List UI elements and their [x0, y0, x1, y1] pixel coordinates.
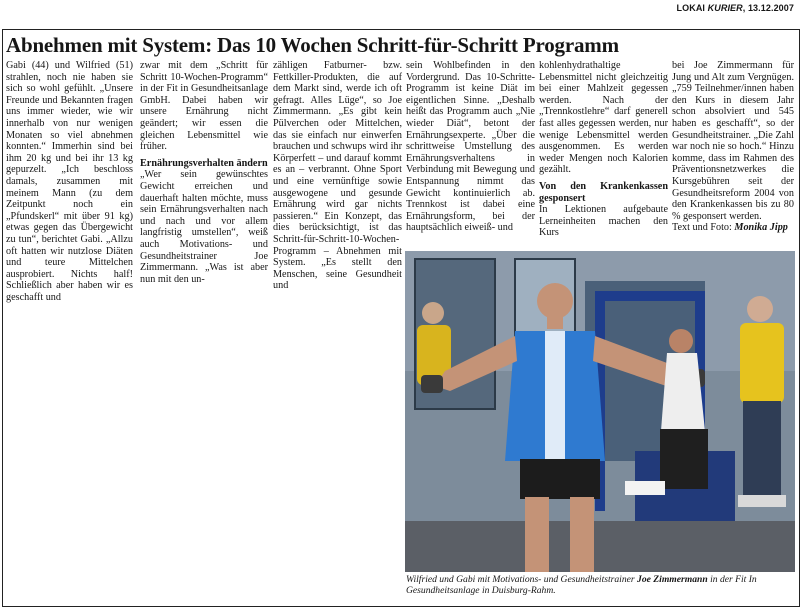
- column-2-text-a: zwar mit dem „Schritt für Schritt 10-Wochen-Programm“ in der Fit in Gesundheitsanlage GmbH. Dabei haben wir unsere Ernährung nicht geändert; wir essen die gleichen Lebensmittel wie früher.: [140, 60, 268, 153]
- photo-man-right-shirt: [740, 323, 784, 403]
- column-3-text: zähligen Fatburner- bzw. Fettkiller-Produkten, die auf dem Markt sind, werde ich oft gefragt. Alles Lüge“, so Joe Zimmermann. „Es gibt kein Pülverchen oder Mittelchen, das sie einfach nur einwerfen brauchen und schwups wird ihr Körperfett – und darauf kommt es an – verbrannt. Ohne Sport und eine vernünftige sowie ausgewogene und gesunde Ernährung wird gar nichts passieren.“ Ein Konzept, das dies berücksichtigt, ist das Schritt-für-Schritt-10-Wochen-Programm – Abnehmen mit System. „Es stellt den Menschen, seine Gesundheit und: [273, 60, 402, 292]
- caption-name: Joe Zimmermann: [637, 574, 708, 585]
- credit-name: Monika Jipp: [734, 222, 788, 234]
- caption-lead: Wilfried und Gabi mit Motivations- und Gesundheitstrainer: [406, 574, 635, 585]
- photo-credit: [672, 222, 794, 234]
- source-line: [677, 3, 794, 13]
- column-2: [140, 60, 268, 285]
- credit-prefix: Text und Foto:: [672, 222, 735, 234]
- photo-man-right-shoes: [738, 495, 786, 507]
- column-2-text-b: „Wer sein gewünschtes Gewicht erreichen und dauerhaft halten möchte, muss sein Ernährungsverhalten nach und nach und vor allem langfristig umstellen“, weiß auch Motivations- und Gesundheitstrainer Joe Zimmermann. „Was ist aber nun mit den un-: [140, 169, 268, 285]
- column-4-text: sein Wohlbefinden in den Vordergrund. Das 10-Schritte-Programm ist keine Diät im eigentlichen Sinne. „Deshalb heißt das Programm auch „Nie wieder Diät“, betont der Ernährungsexperte. „Über die schrittweise Umstellung des Ernährungsverhaltens in Verbindung mit Bewegung und Entspannung nimmt das Gewicht kontinuierlich ab. Trennkost ist dabei eine Ernährungsform, bei der hauptsächlich eiweiß- und: [406, 60, 535, 234]
- column-3: [273, 60, 402, 292]
- photo-man-right-pants: [743, 401, 781, 496]
- gym-photo-illustration: [405, 251, 795, 572]
- caption-tail: in der Fit In Gesundheitsanlage in Duisburg-Rahm.: [406, 574, 757, 596]
- source-prefix: LOKAI: [676, 3, 706, 13]
- photo-dumbbell-left: [421, 375, 443, 393]
- column-6-text: bei Joe Zimmermann für Jung und Alt zum Vergnügen. „759 Teilnehmer/innen haben den Kurs in diesem Jahr schon absolviert und 545 haben es geschafft“, so der Gesundheitstrainer. „Die Zahl war noch nie so hoch.“ Hinzu komme, dass im Rahmen des Präventionsnetzwerkes die Kursgebühren seit der Gesundheitsreform 2004 von den Krankenkassen bis zu 80 % gesponsert werden.: [672, 60, 794, 222]
- subheading-krankenkassen: Von den Krankenkassen gesponsert: [539, 180, 668, 204]
- source-date: , 13.12.2007: [742, 3, 794, 13]
- column-5-text-b: In Lektionen aufgebaute Lerneinheiten machen den Kurs: [539, 204, 668, 239]
- photo-trainer-leg-right: [570, 497, 594, 572]
- photo-woman-head: [669, 329, 693, 353]
- photo-trainer-head: [537, 283, 573, 319]
- photo-man-right-head: [747, 296, 773, 322]
- subheading-ernaehrung: Ernährungsverhalten ändern: [140, 157, 268, 169]
- column-5: [539, 60, 668, 239]
- photo-caption: [406, 574, 796, 596]
- photo-trainer-stripe: [545, 331, 565, 461]
- column-5-text-a: kohlenhydrathaltige Lebensmittel nicht gleichzeitig bei einer Mahlzeit gegessen werden. Nach der „Trennkostlehre“ darf generell fast alles gegessen werden, nur wenige Lebensmittel werden ausgenommen. Es werden weder Mengen noch Kalorien gezählt.: [539, 60, 668, 176]
- column-1: [6, 60, 133, 303]
- column-4: [406, 60, 535, 234]
- photo-trainer-shorts: [520, 459, 600, 499]
- column-6: [672, 60, 794, 234]
- article-photo: [405, 251, 795, 572]
- photo-floor: [405, 521, 795, 572]
- photo-trainer-neck: [547, 317, 563, 329]
- photo-machine-top: [595, 291, 705, 301]
- photo-woman-shoes: [625, 481, 665, 495]
- article-headline: Abnehmen mit System: Das 10 Wochen Schritt-für-Schritt Programm: [6, 33, 619, 57]
- photo-trainer-leg-left: [525, 497, 549, 572]
- photo-person-left-head: [422, 302, 444, 324]
- photo-woman-pants: [660, 429, 708, 489]
- source-brand: KURIER: [707, 3, 743, 13]
- column-1-text: Gabi (44) und Wilfried (51) strahlen, noch nie haben sie sich so wohl gefühlt. „Unsere Freunde und Bekannten fragen uns immer wieder, wie wir innerhalb von nur wenigen Monaten so viel abnehmen konnten.“ Immerhin sind bei ihm 20 kg und bei ihr 13 kg gepurzelt. „Ich beschloss damals, zusammen mit meinem Mann (zu dem Zeitpunkt noch ein „Pfundskerl“ mit über 91 kg) etwas gegen das Übergewicht zu tun“, berichtet Gabi. „Allzu oft hatten wir nutzlose Diäten und teure Mittelchen ausprobiert. Nichts half! Schließlich aber haben wir es geschafft und: [6, 60, 133, 303]
